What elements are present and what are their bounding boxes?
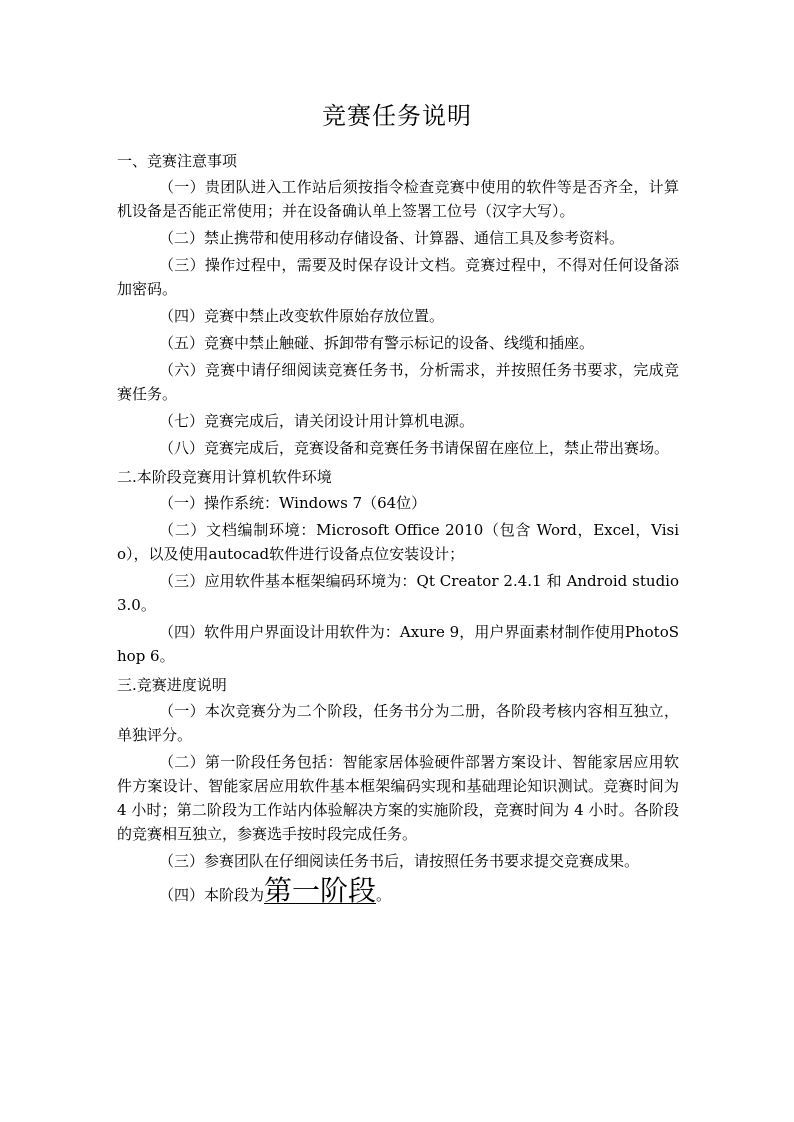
paragraph: （四）软件用户界面设计用软件为：Axure 9，用户界面素材制作使用PhotoShop 6。: [117, 623, 679, 665]
document-title: 竞赛任务说明: [322, 102, 472, 130]
section-heading: 一、竞赛注意事项: [117, 152, 238, 170]
final-paragraph: [117, 874, 679, 907]
paragraph: （八）竞赛完成后，竞赛设备和竞赛任务书请保留在座位上，禁止带出赛场。: [159, 439, 670, 457]
paragraph: （二）禁止携带和使用移动存储设备、计算器、通信工具及参考资料。: [159, 229, 625, 247]
final-suffix: 。: [376, 886, 392, 904]
paragraph: （一）操作系统：Windows 7（64位）: [159, 494, 427, 512]
paragraph: （二）第一阶段任务包括：智能家居体验硬件部署方案设计、智能家居应用软件方案设计、智能家居应用软件基本框架编码实现和基础理论知识测试。竞赛时间为 4 小时；第二阶段为工作站内体验解决方案的实施阶段，竞赛时间为 4 小时。各阶段的竞赛相互独立，参赛选手按时段完成任务。: [117, 753, 679, 843]
paragraph: （四）竞赛中禁止改变软件原始存放位置。: [159, 307, 445, 325]
document-body: [117, 147, 679, 910]
paragraph: （一）本次竞赛分为二个阶段，任务书分为二册，各阶段考核内容相互独立，单独评分。: [117, 702, 679, 744]
paragraph: （三）操作过程中，需要及时保存设计文档。竞赛过程中，不得对任何设备添加密码。: [117, 256, 679, 298]
paragraph: （三）应用软件基本框架编码环境为：Qt Creator 2.4.1 和 Android studio3.0。: [117, 572, 679, 614]
paragraph: （六）竞赛中请仔细阅读竞赛任务书，分析需求，并按照任务书要求，完成竞赛任务。: [117, 361, 679, 403]
section-heading: 二.本阶段竞赛用计算机软件环境: [117, 468, 332, 486]
stage-emphasis: 第一阶段: [264, 874, 377, 907]
paragraph: （二）文档编制环境：Microsoft Office 2010（包含 Word，Excel，Visio），以及使用autocad软件进行设备点位安装设计；: [117, 521, 679, 563]
section-heading: 三.竞赛进度说明: [117, 676, 227, 694]
paragraph: （一）贵团队进入工作站后须按指令检查竞赛中使用的软件等是否齐全，计算机设备是否能正常使用；并在设备确认单上签署工位号（汉字大写）。: [117, 178, 679, 220]
paragraph: （五）竞赛中禁止触碰、拆卸带有警示标记的设备、线缆和插座。: [159, 334, 595, 352]
paragraph: （七）竞赛完成后，请关闭设计用计算机电源。: [159, 412, 475, 430]
paragraph: （三）参赛团队在仔细阅读任务书后，请按照任务书要求提交竞赛成果。: [159, 852, 640, 870]
final-prefix: （四）本阶段为: [159, 886, 265, 904]
